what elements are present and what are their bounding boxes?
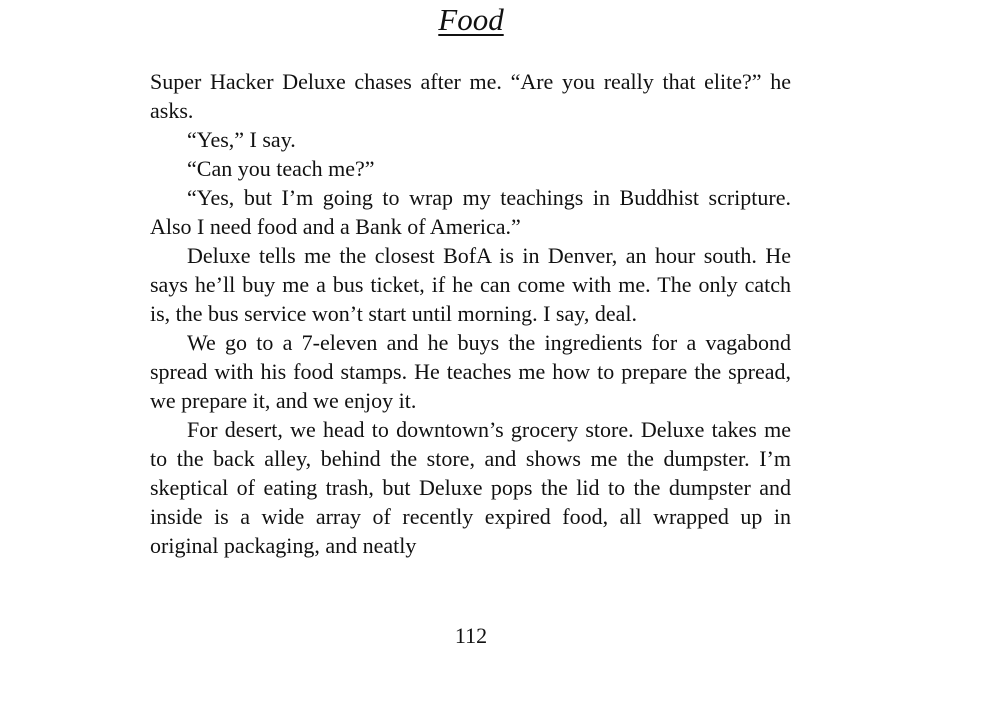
paragraph: “Can you teach me?” — [187, 156, 375, 181]
paragraph: “Yes, but I’m going to wrap my teachings in Buddhist scripture. Also I need food and a Bank of America.” — [150, 185, 791, 239]
paragraph: For desert, we head to downtown’s grocery store. Deluxe takes me to the back alley, behind the store, and shows me the dumpster. I’m skeptical of eating trash, but Deluxe pops the lid to the dumpster and inside is a wide array of recently expired food, all wrapped up in original packaging, and neatly — [150, 417, 791, 558]
page-number: 112 — [454, 623, 488, 648]
paragraph: We go to a 7-eleven and he buys the ingredients for a vagabond spread with his food stamps. He teaches me how to prepare the spread, we prepare it, and we enjoy it. — [150, 330, 791, 413]
chapter-title: Food — [438, 2, 504, 37]
paragraph: Super Hacker Deluxe chases after me. “Are you really that elite?” he asks. — [150, 69, 791, 123]
paragraph: Deluxe tells me the closest BofA is in Denver, an hour south. He says he’ll buy me a bus ticket, if he can come with me. The only catch is, the bus service won’t start until morning. I say, deal. — [150, 243, 791, 326]
paragraph: “Yes,” I say. — [187, 127, 296, 152]
body-text — [150, 67, 791, 560]
